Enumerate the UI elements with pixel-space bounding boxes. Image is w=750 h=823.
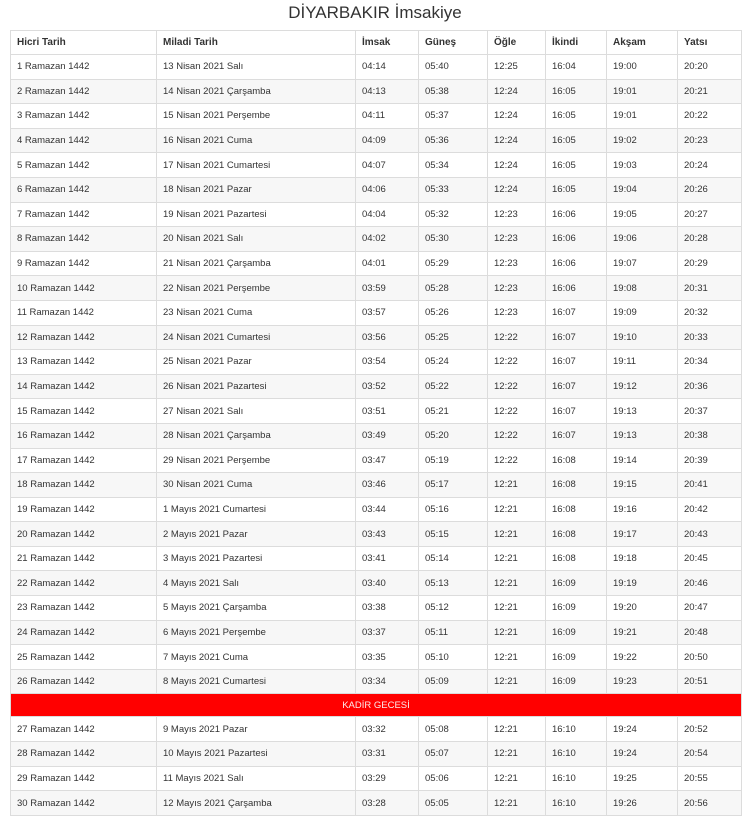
cell-gunes: 05:09 bbox=[419, 669, 488, 694]
table-row bbox=[11, 473, 742, 498]
cell-aksam: 19:16 bbox=[607, 497, 678, 522]
cell-gunes: 05:21 bbox=[419, 399, 488, 424]
cell-hicri-tarih: 2 Ramazan 1442 bbox=[11, 79, 157, 104]
cell-ikindi: 16:06 bbox=[546, 251, 607, 276]
cell-gunes: 05:34 bbox=[419, 153, 488, 178]
cell-ogle: 12:22 bbox=[488, 448, 546, 473]
header-ogle: Öğle bbox=[488, 31, 546, 55]
cell-miladi-tarih: 18 Nisan 2021 Pazar bbox=[157, 177, 356, 202]
cell-ogle: 12:22 bbox=[488, 374, 546, 399]
cell-hicri-tarih: 10 Ramazan 1442 bbox=[11, 276, 157, 301]
cell-gunes: 05:40 bbox=[419, 55, 488, 80]
cell-aksam: 19:24 bbox=[607, 742, 678, 767]
cell-miladi-tarih: 25 Nisan 2021 Pazar bbox=[157, 350, 356, 375]
table-row bbox=[11, 571, 742, 596]
cell-hicri-tarih: 22 Ramazan 1442 bbox=[11, 571, 157, 596]
cell-hicri-tarih: 28 Ramazan 1442 bbox=[11, 742, 157, 767]
cell-imsak: 03:51 bbox=[356, 399, 419, 424]
cell-hicri-tarih: 29 Ramazan 1442 bbox=[11, 766, 157, 791]
cell-hicri-tarih: 9 Ramazan 1442 bbox=[11, 251, 157, 276]
cell-hicri-tarih: 20 Ramazan 1442 bbox=[11, 522, 157, 547]
cell-ikindi: 16:08 bbox=[546, 448, 607, 473]
cell-imsak: 03:35 bbox=[356, 645, 419, 670]
table-row bbox=[11, 177, 742, 202]
cell-ikindi: 16:09 bbox=[546, 571, 607, 596]
cell-miladi-tarih: 21 Nisan 2021 Çarşamba bbox=[157, 251, 356, 276]
cell-miladi-tarih: 27 Nisan 2021 Salı bbox=[157, 399, 356, 424]
cell-aksam: 19:23 bbox=[607, 669, 678, 694]
cell-imsak: 04:02 bbox=[356, 227, 419, 252]
cell-aksam: 19:01 bbox=[607, 104, 678, 129]
cell-hicri-tarih: 24 Ramazan 1442 bbox=[11, 620, 157, 645]
cell-imsak: 03:44 bbox=[356, 497, 419, 522]
table-row bbox=[11, 596, 742, 621]
cell-ikindi: 16:09 bbox=[546, 669, 607, 694]
table-row bbox=[11, 128, 742, 153]
cell-miladi-tarih: 4 Mayıs 2021 Salı bbox=[157, 571, 356, 596]
cell-hicri-tarih: 30 Ramazan 1442 bbox=[11, 791, 157, 816]
cell-ogle: 12:24 bbox=[488, 79, 546, 104]
cell-yatsi: 20:36 bbox=[678, 374, 742, 399]
cell-gunes: 05:29 bbox=[419, 251, 488, 276]
cell-yatsi: 20:48 bbox=[678, 620, 742, 645]
cell-miladi-tarih: 10 Mayıs 2021 Pazartesi bbox=[157, 742, 356, 767]
cell-hicri-tarih: 16 Ramazan 1442 bbox=[11, 423, 157, 448]
cell-yatsi: 20:43 bbox=[678, 522, 742, 547]
cell-ikindi: 16:07 bbox=[546, 423, 607, 448]
cell-imsak: 03:49 bbox=[356, 423, 419, 448]
cell-aksam: 19:07 bbox=[607, 251, 678, 276]
cell-aksam: 19:10 bbox=[607, 325, 678, 350]
cell-yatsi: 20:27 bbox=[678, 202, 742, 227]
table-row bbox=[11, 202, 742, 227]
table-row bbox=[11, 546, 742, 571]
cell-miladi-tarih: 2 Mayıs 2021 Pazar bbox=[157, 522, 356, 547]
header-hicri-tarih: Hicri Tarih bbox=[11, 31, 157, 55]
cell-ikindi: 16:10 bbox=[546, 791, 607, 816]
cell-ogle: 12:22 bbox=[488, 399, 546, 424]
cell-aksam: 19:25 bbox=[607, 766, 678, 791]
cell-ikindi: 16:08 bbox=[546, 497, 607, 522]
cell-aksam: 19:09 bbox=[607, 300, 678, 325]
table-header-row bbox=[11, 31, 742, 55]
cell-gunes: 05:25 bbox=[419, 325, 488, 350]
cell-gunes: 05:16 bbox=[419, 497, 488, 522]
cell-miladi-tarih: 17 Nisan 2021 Cumartesi bbox=[157, 153, 356, 178]
cell-imsak: 03:54 bbox=[356, 350, 419, 375]
cell-miladi-tarih: 16 Nisan 2021 Cuma bbox=[157, 128, 356, 153]
cell-yatsi: 20:23 bbox=[678, 128, 742, 153]
cell-ogle: 12:23 bbox=[488, 202, 546, 227]
cell-aksam: 19:04 bbox=[607, 177, 678, 202]
cell-hicri-tarih: 15 Ramazan 1442 bbox=[11, 399, 157, 424]
cell-ikindi: 16:05 bbox=[546, 79, 607, 104]
cell-gunes: 05:15 bbox=[419, 522, 488, 547]
cell-miladi-tarih: 6 Mayıs 2021 Perşembe bbox=[157, 620, 356, 645]
cell-imsak: 03:29 bbox=[356, 766, 419, 791]
cell-imsak: 03:52 bbox=[356, 374, 419, 399]
cell-ikindi: 16:09 bbox=[546, 645, 607, 670]
cell-ogle: 12:22 bbox=[488, 350, 546, 375]
cell-yatsi: 20:32 bbox=[678, 300, 742, 325]
kadir-gecesi-row bbox=[11, 694, 742, 717]
cell-miladi-tarih: 8 Mayıs 2021 Cumartesi bbox=[157, 669, 356, 694]
cell-ikindi: 16:10 bbox=[546, 766, 607, 791]
cell-ikindi: 16:05 bbox=[546, 153, 607, 178]
cell-yatsi: 20:42 bbox=[678, 497, 742, 522]
cell-yatsi: 20:55 bbox=[678, 766, 742, 791]
cell-aksam: 19:13 bbox=[607, 399, 678, 424]
cell-ikindi: 16:10 bbox=[546, 717, 607, 742]
cell-yatsi: 20:37 bbox=[678, 399, 742, 424]
cell-miladi-tarih: 20 Nisan 2021 Salı bbox=[157, 227, 356, 252]
cell-hicri-tarih: 3 Ramazan 1442 bbox=[11, 104, 157, 129]
cell-aksam: 19:21 bbox=[607, 620, 678, 645]
cell-hicri-tarih: 27 Ramazan 1442 bbox=[11, 717, 157, 742]
cell-ikindi: 16:07 bbox=[546, 350, 607, 375]
cell-miladi-tarih: 28 Nisan 2021 Çarşamba bbox=[157, 423, 356, 448]
cell-miladi-tarih: 26 Nisan 2021 Pazartesi bbox=[157, 374, 356, 399]
cell-gunes: 05:13 bbox=[419, 571, 488, 596]
cell-ogle: 12:23 bbox=[488, 227, 546, 252]
cell-imsak: 03:57 bbox=[356, 300, 419, 325]
cell-imsak: 03:47 bbox=[356, 448, 419, 473]
cell-yatsi: 20:29 bbox=[678, 251, 742, 276]
cell-hicri-tarih: 12 Ramazan 1442 bbox=[11, 325, 157, 350]
cell-yatsi: 20:20 bbox=[678, 55, 742, 80]
cell-gunes: 05:06 bbox=[419, 766, 488, 791]
table-row bbox=[11, 153, 742, 178]
cell-hicri-tarih: 17 Ramazan 1442 bbox=[11, 448, 157, 473]
table-row bbox=[11, 251, 742, 276]
cell-ogle: 12:24 bbox=[488, 153, 546, 178]
cell-imsak: 04:09 bbox=[356, 128, 419, 153]
cell-yatsi: 20:47 bbox=[678, 596, 742, 621]
header-aksam: Akşam bbox=[607, 31, 678, 55]
cell-aksam: 19:24 bbox=[607, 717, 678, 742]
table-row bbox=[11, 300, 742, 325]
cell-aksam: 19:14 bbox=[607, 448, 678, 473]
cell-ogle: 12:23 bbox=[488, 300, 546, 325]
cell-aksam: 19:20 bbox=[607, 596, 678, 621]
cell-gunes: 05:07 bbox=[419, 742, 488, 767]
cell-gunes: 05:33 bbox=[419, 177, 488, 202]
cell-gunes: 05:05 bbox=[419, 791, 488, 816]
cell-miladi-tarih: 22 Nisan 2021 Perşembe bbox=[157, 276, 356, 301]
cell-aksam: 19:19 bbox=[607, 571, 678, 596]
cell-ogle: 12:21 bbox=[488, 473, 546, 498]
imsakiye-table bbox=[10, 30, 742, 816]
header-yatsi: Yatsı bbox=[678, 31, 742, 55]
cell-yatsi: 20:56 bbox=[678, 791, 742, 816]
cell-gunes: 05:38 bbox=[419, 79, 488, 104]
cell-miladi-tarih: 14 Nisan 2021 Çarşamba bbox=[157, 79, 356, 104]
cell-aksam: 19:12 bbox=[607, 374, 678, 399]
header-gunes: Güneş bbox=[419, 31, 488, 55]
cell-aksam: 19:15 bbox=[607, 473, 678, 498]
cell-gunes: 05:24 bbox=[419, 350, 488, 375]
cell-ikindi: 16:07 bbox=[546, 325, 607, 350]
cell-imsak: 04:07 bbox=[356, 153, 419, 178]
table-row bbox=[11, 423, 742, 448]
cell-aksam: 19:05 bbox=[607, 202, 678, 227]
cell-miladi-tarih: 1 Mayıs 2021 Cumartesi bbox=[157, 497, 356, 522]
cell-yatsi: 20:26 bbox=[678, 177, 742, 202]
cell-imsak: 03:34 bbox=[356, 669, 419, 694]
cell-imsak: 04:01 bbox=[356, 251, 419, 276]
cell-aksam: 19:08 bbox=[607, 276, 678, 301]
cell-aksam: 19:02 bbox=[607, 128, 678, 153]
cell-imsak: 03:59 bbox=[356, 276, 419, 301]
cell-aksam: 19:18 bbox=[607, 546, 678, 571]
cell-ikindi: 16:04 bbox=[546, 55, 607, 80]
table-row bbox=[11, 766, 742, 791]
cell-yatsi: 20:34 bbox=[678, 350, 742, 375]
cell-gunes: 05:19 bbox=[419, 448, 488, 473]
table-row bbox=[11, 645, 742, 670]
cell-miladi-tarih: 11 Mayıs 2021 Salı bbox=[157, 766, 356, 791]
cell-imsak: 04:13 bbox=[356, 79, 419, 104]
cell-gunes: 05:10 bbox=[419, 645, 488, 670]
cell-ogle: 12:21 bbox=[488, 596, 546, 621]
cell-ikindi: 16:05 bbox=[546, 177, 607, 202]
header-miladi-tarih: Miladi Tarih bbox=[157, 31, 356, 55]
cell-gunes: 05:08 bbox=[419, 717, 488, 742]
cell-hicri-tarih: 21 Ramazan 1442 bbox=[11, 546, 157, 571]
cell-imsak: 03:40 bbox=[356, 571, 419, 596]
cell-ikindi: 16:10 bbox=[546, 742, 607, 767]
cell-yatsi: 20:39 bbox=[678, 448, 742, 473]
cell-ogle: 12:21 bbox=[488, 766, 546, 791]
header-imsak: İmsak bbox=[356, 31, 419, 55]
cell-hicri-tarih: 26 Ramazan 1442 bbox=[11, 669, 157, 694]
cell-ogle: 12:21 bbox=[488, 522, 546, 547]
table-row bbox=[11, 227, 742, 252]
table-row bbox=[11, 448, 742, 473]
cell-hicri-tarih: 4 Ramazan 1442 bbox=[11, 128, 157, 153]
cell-ogle: 12:22 bbox=[488, 423, 546, 448]
cell-imsak: 03:31 bbox=[356, 742, 419, 767]
table-row bbox=[11, 55, 742, 80]
cell-ikindi: 16:05 bbox=[546, 104, 607, 129]
table-row bbox=[11, 522, 742, 547]
header-ikindi: İkindi bbox=[546, 31, 607, 55]
table-row bbox=[11, 669, 742, 694]
cell-yatsi: 20:50 bbox=[678, 645, 742, 670]
cell-gunes: 05:28 bbox=[419, 276, 488, 301]
cell-aksam: 19:26 bbox=[607, 791, 678, 816]
cell-yatsi: 20:28 bbox=[678, 227, 742, 252]
cell-aksam: 19:11 bbox=[607, 350, 678, 375]
cell-ogle: 12:21 bbox=[488, 497, 546, 522]
cell-ogle: 12:21 bbox=[488, 645, 546, 670]
cell-aksam: 19:17 bbox=[607, 522, 678, 547]
cell-ogle: 12:21 bbox=[488, 669, 546, 694]
cell-imsak: 03:28 bbox=[356, 791, 419, 816]
cell-yatsi: 20:41 bbox=[678, 473, 742, 498]
cell-miladi-tarih: 12 Mayıs 2021 Çarşamba bbox=[157, 791, 356, 816]
cell-gunes: 05:26 bbox=[419, 300, 488, 325]
table-row bbox=[11, 104, 742, 129]
cell-imsak: 03:46 bbox=[356, 473, 419, 498]
cell-yatsi: 20:31 bbox=[678, 276, 742, 301]
cell-imsak: 03:56 bbox=[356, 325, 419, 350]
cell-imsak: 03:38 bbox=[356, 596, 419, 621]
table-row bbox=[11, 276, 742, 301]
cell-imsak: 04:14 bbox=[356, 55, 419, 80]
cell-hicri-tarih: 5 Ramazan 1442 bbox=[11, 153, 157, 178]
table-row bbox=[11, 742, 742, 767]
cell-hicri-tarih: 18 Ramazan 1442 bbox=[11, 473, 157, 498]
cell-gunes: 05:30 bbox=[419, 227, 488, 252]
cell-aksam: 19:00 bbox=[607, 55, 678, 80]
cell-ogle: 12:21 bbox=[488, 717, 546, 742]
cell-imsak: 03:32 bbox=[356, 717, 419, 742]
cell-ikindi: 16:06 bbox=[546, 227, 607, 252]
cell-hicri-tarih: 14 Ramazan 1442 bbox=[11, 374, 157, 399]
cell-ogle: 12:21 bbox=[488, 742, 546, 767]
cell-gunes: 05:22 bbox=[419, 374, 488, 399]
cell-gunes: 05:37 bbox=[419, 104, 488, 129]
cell-ogle: 12:21 bbox=[488, 571, 546, 596]
cell-hicri-tarih: 8 Ramazan 1442 bbox=[11, 227, 157, 252]
cell-hicri-tarih: 13 Ramazan 1442 bbox=[11, 350, 157, 375]
cell-hicri-tarih: 11 Ramazan 1442 bbox=[11, 300, 157, 325]
cell-aksam: 19:22 bbox=[607, 645, 678, 670]
cell-hicri-tarih: 7 Ramazan 1442 bbox=[11, 202, 157, 227]
table-row bbox=[11, 79, 742, 104]
cell-ogle: 12:22 bbox=[488, 325, 546, 350]
cell-gunes: 05:17 bbox=[419, 473, 488, 498]
cell-imsak: 04:06 bbox=[356, 177, 419, 202]
table-row bbox=[11, 791, 742, 816]
cell-ikindi: 16:07 bbox=[546, 300, 607, 325]
cell-ogle: 12:23 bbox=[488, 276, 546, 301]
cell-ikindi: 16:06 bbox=[546, 202, 607, 227]
cell-hicri-tarih: 23 Ramazan 1442 bbox=[11, 596, 157, 621]
cell-hicri-tarih: 1 Ramazan 1442 bbox=[11, 55, 157, 80]
cell-yatsi: 20:46 bbox=[678, 571, 742, 596]
cell-aksam: 19:01 bbox=[607, 79, 678, 104]
cell-ikindi: 16:08 bbox=[546, 473, 607, 498]
cell-hicri-tarih: 6 Ramazan 1442 bbox=[11, 177, 157, 202]
cell-miladi-tarih: 24 Nisan 2021 Cumartesi bbox=[157, 325, 356, 350]
cell-ogle: 12:24 bbox=[488, 104, 546, 129]
table-row bbox=[11, 717, 742, 742]
cell-ikindi: 16:07 bbox=[546, 399, 607, 424]
cell-hicri-tarih: 19 Ramazan 1442 bbox=[11, 497, 157, 522]
cell-yatsi: 20:22 bbox=[678, 104, 742, 129]
cell-ikindi: 16:08 bbox=[546, 546, 607, 571]
cell-gunes: 05:12 bbox=[419, 596, 488, 621]
cell-ogle: 12:23 bbox=[488, 251, 546, 276]
cell-gunes: 05:32 bbox=[419, 202, 488, 227]
cell-aksam: 19:03 bbox=[607, 153, 678, 178]
cell-gunes: 05:14 bbox=[419, 546, 488, 571]
cell-ogle: 12:25 bbox=[488, 55, 546, 80]
cell-ikindi: 16:06 bbox=[546, 276, 607, 301]
table-row bbox=[11, 350, 742, 375]
cell-ogle: 12:21 bbox=[488, 791, 546, 816]
cell-miladi-tarih: 15 Nisan 2021 Perşembe bbox=[157, 104, 356, 129]
cell-imsak: 03:41 bbox=[356, 546, 419, 571]
table-row bbox=[11, 374, 742, 399]
cell-yatsi: 20:52 bbox=[678, 717, 742, 742]
cell-gunes: 05:20 bbox=[419, 423, 488, 448]
cell-yatsi: 20:38 bbox=[678, 423, 742, 448]
cell-miladi-tarih: 29 Nisan 2021 Perşembe bbox=[157, 448, 356, 473]
cell-imsak: 04:11 bbox=[356, 104, 419, 129]
cell-miladi-tarih: 3 Mayıs 2021 Pazartesi bbox=[157, 546, 356, 571]
cell-ikindi: 16:09 bbox=[546, 620, 607, 645]
cell-yatsi: 20:24 bbox=[678, 153, 742, 178]
cell-ogle: 12:21 bbox=[488, 620, 546, 645]
page-title: DİYARBAKIR İmsakiye bbox=[288, 3, 462, 22]
cell-imsak: 04:04 bbox=[356, 202, 419, 227]
cell-gunes: 05:36 bbox=[419, 128, 488, 153]
cell-ogle: 12:24 bbox=[488, 128, 546, 153]
cell-aksam: 19:06 bbox=[607, 227, 678, 252]
cell-miladi-tarih: 7 Mayıs 2021 Cuma bbox=[157, 645, 356, 670]
cell-aksam: 19:13 bbox=[607, 423, 678, 448]
cell-ogle: 12:24 bbox=[488, 177, 546, 202]
cell-miladi-tarih: 30 Nisan 2021 Cuma bbox=[157, 473, 356, 498]
cell-miladi-tarih: 9 Mayıs 2021 Pazar bbox=[157, 717, 356, 742]
cell-yatsi: 20:45 bbox=[678, 546, 742, 571]
cell-imsak: 03:43 bbox=[356, 522, 419, 547]
table-row bbox=[11, 497, 742, 522]
cell-gunes: 05:11 bbox=[419, 620, 488, 645]
table-row bbox=[11, 399, 742, 424]
cell-miladi-tarih: 5 Mayıs 2021 Çarşamba bbox=[157, 596, 356, 621]
table-row bbox=[11, 620, 742, 645]
cell-yatsi: 20:33 bbox=[678, 325, 742, 350]
table-row bbox=[11, 325, 742, 350]
cell-yatsi: 20:54 bbox=[678, 742, 742, 767]
table-body bbox=[11, 55, 742, 816]
cell-miladi-tarih: 23 Nisan 2021 Cuma bbox=[157, 300, 356, 325]
cell-ikindi: 16:09 bbox=[546, 596, 607, 621]
cell-hicri-tarih: 25 Ramazan 1442 bbox=[11, 645, 157, 670]
kadir-gecesi-label: KADİR GECESİ bbox=[11, 694, 742, 717]
cell-miladi-tarih: 19 Nisan 2021 Pazartesi bbox=[157, 202, 356, 227]
cell-ogle: 12:21 bbox=[488, 546, 546, 571]
cell-yatsi: 20:51 bbox=[678, 669, 742, 694]
cell-yatsi: 20:21 bbox=[678, 79, 742, 104]
cell-ikindi: 16:07 bbox=[546, 374, 607, 399]
cell-miladi-tarih: 13 Nisan 2021 Salı bbox=[157, 55, 356, 80]
cell-ikindi: 16:05 bbox=[546, 128, 607, 153]
cell-ikindi: 16:08 bbox=[546, 522, 607, 547]
cell-imsak: 03:37 bbox=[356, 620, 419, 645]
